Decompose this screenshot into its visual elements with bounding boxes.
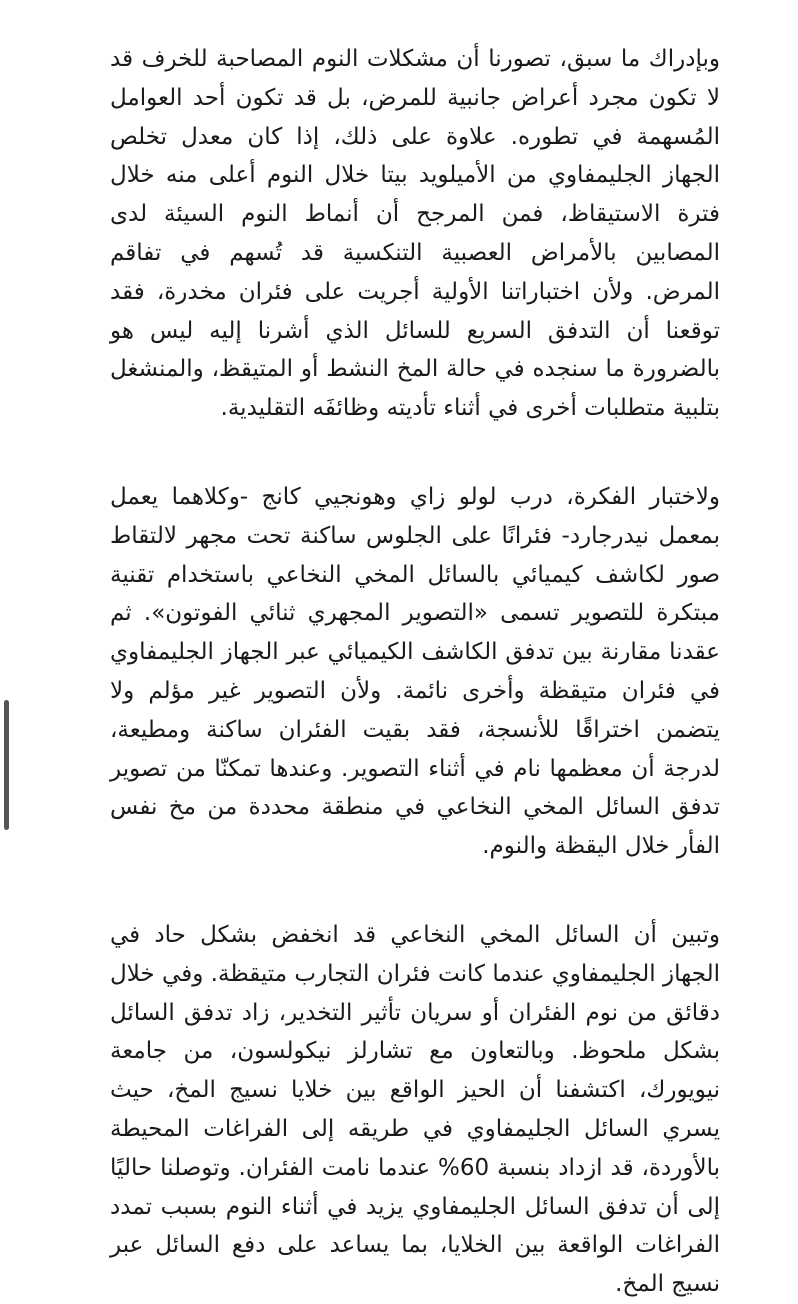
article-body	[110, 40, 720, 1304]
paragraph-1: وبإدراك ما سبق، تصورنا أن مشكلات النوم المصاحبة للخرف قد لا تكون مجرد أعراض جانبية للمرض، بل قد تكون أحد العوامل المُسهمة في تطوره. علاوة على ذلك، إذا كان معدل تخلص الجهاز الجليمفاوي من الأميلويد بيتا خلال النوم أعلى منه خلال فترة الاستيقاظ، فمن المرجح أن أنماط النوم السيئة لدى المصابين بالأمراض العصبية التنكسية قد تُسهم في تفاقم المرض. ولأن اختباراتنا الأولية أجريت على فئران مخدرة، فقد توقعنا أن التدفق السريع للسائل الذي أشرنا إليه ليس هو بالضرورة ما سنجده في حالة المخ النشط أو المتيقظ، والمنشغل بتلبية متطلبات أخرى في أثناء تأديته وظائفَه التقليدية.	[110, 46, 720, 422]
scroll-indicator[interactable]	[4, 700, 9, 830]
paragraph-3: وتبين أن السائل المخي النخاعي قد انخفض بشكل حاد في الجهاز الجليمفاوي عندما كانت فئران التجارب متيقظة. وفي خلال دقائق من نوم الفئران أو سريان تأثير التخدير، زاد تدفق السائل بشكل ملحوظ. وبالتعاون مع تشارلز نيكولسون، من جامعة نيويورك، اكتشفنا أن الحيز الواقع بين خلايا نسيج المخ، حيث يسري السائل الجليمفاوي في طريقه إلى الفراغات المحيطة بالأوردة، قد ازداد بنسبة 60% عندما نامت الفئران. وتوصلنا حاليًا إلى أن تدفق السائل الجليمفاوي يزيد في أثناء النوم بسبب تمدد الفراغات الواقعة بين الخلايا، بما يساعد على دفع السائل عبر نسيج المخ.	[110, 921, 720, 1298]
paragraph-2: ولاختبار الفكرة، درب لولو زاي وهونجيي كانج -وكلاهما يعمل بمعمل نيدرجارد- فئرانًا على الجلوس ساكنة تحت مجهر لالتقاط صور لكاشف كيميائي بالسائل المخي النخاعي باستخدام تقنية مبتكرة للتصوير تسمى «التصوير المجهري ثنائي الفوتون». ثم عقدنا مقارنة بين تدفق الكاشف الكيميائي عبر الجهاز الجليمفاوي في فئران متيقظة وأخرى نائمة. ولأن التصوير غير مؤلم ولا يتضمن اختراقًا للأنسجة، فقد بقيت الفئران ساكنة ومطيعة، لدرجة أن معظمها نام في أثناء التصوير. وعندها تمكنّا من تصوير تدفق السائل المخي النخاعي في منطقة محددة من مخ نفس الفأر خلال اليقظة والنوم.	[110, 483, 720, 860]
